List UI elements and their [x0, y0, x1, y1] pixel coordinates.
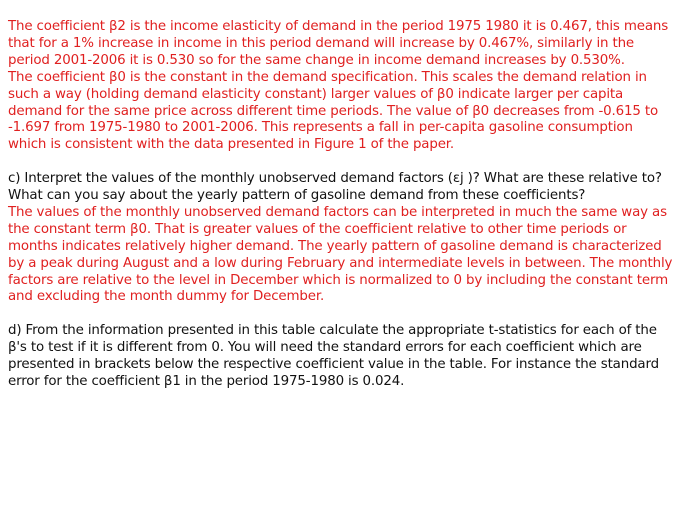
question-d: d) From the information presented in this table calculate the appropriate t-statistics for each of the β's to test if it is different from 0. You will need the standard errors for each coefficient which are presented in brackets below the respective coefficient value in the table. For instance the standard error for the coefficient β1 in the period 1975-1980 is 0.024.: [8, 323, 659, 389]
answer-income-elasticity: The coefficient β2 is the income elasticity of demand in the period 1975 1980 it is 0.467, this means that for a 1% increase in income in this period demand will increase by 0.467%, similarly in the period 2001-2006 it is 0.530 so for the same change in income demand increases by 0.530%.: [8, 19, 669, 68]
paragraph-gap: [8, 154, 674, 171]
paragraph-gap: [8, 306, 674, 323]
question-c: c) Interpret the values of the monthly unobserved demand factors (εj )? What are these relative to? What can you say about the yearly pattern of gasoline demand from these coefficients?: [8, 171, 662, 204]
answer-monthly-factors: The values of the monthly unobserved demand factors can be interpreted in much the same way as the constant term β0. That is greater values of the coefficient relative to other time periods or months indicates relatively higher demand. The yearly pattern of gasoline demand is characterized by a peak during August and a low during February and intermediate levels in between. The monthly factors are relative to the level in December which is normalized to 0 by including the constant term and excluding the month dummy for December.: [8, 204, 673, 305]
answer-constant-term: The coefficient β0 is the constant in the demand specification. This scales the demand relation in such a way (holding demand elasticity constant) larger values of β0 indicate larger per capita demand for the same price across different time periods. The value of β0 decreases from -0.615 to -1.697 from 1975-1980 to 2001-2006. This represents a fall in per-capita gasoline consumption which is consistent with the data presented in Figure 1 of the paper.: [8, 69, 659, 153]
